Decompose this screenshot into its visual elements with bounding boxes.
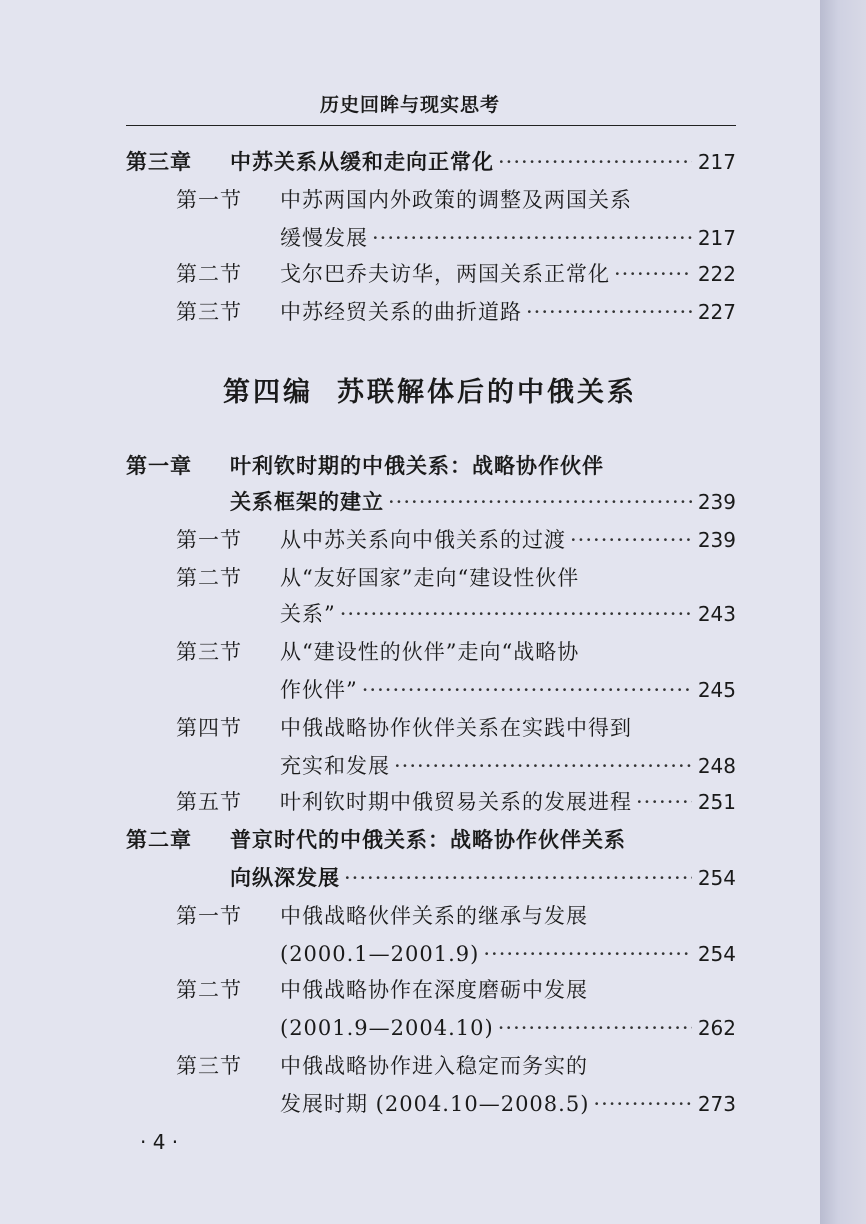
section-title: 叶利钦时期中俄贸易关系的发展进程 xyxy=(280,790,632,814)
dot-leader xyxy=(498,1014,692,1042)
section-title-line: 中俄战略伙伴关系的继承与发展 xyxy=(280,904,588,928)
toc-entry-section[interactable] xyxy=(280,260,736,288)
section-title-line: (2001.9—2004.10) xyxy=(280,1016,494,1040)
page-ref: 254 xyxy=(697,866,736,890)
chapter-label: 第一章 xyxy=(126,453,192,478)
dot-leader xyxy=(388,488,692,516)
page-number: · 4 · xyxy=(140,1130,179,1154)
page-ref: 217 xyxy=(697,150,736,174)
toc-entry-chapter[interactable] xyxy=(230,148,736,176)
part-heading xyxy=(0,370,860,409)
section-title-line: 中俄战略协作伙伴关系在实践中得到 xyxy=(280,716,632,740)
section-label: 第一节 xyxy=(176,188,242,212)
section-label: 第三节 xyxy=(176,300,242,324)
toc-entry-section[interactable] xyxy=(280,788,736,816)
toc-entry-section[interactable] xyxy=(280,1090,736,1118)
chapter-title-line: 关系框架的建立 xyxy=(230,489,384,514)
header-rule xyxy=(126,125,736,126)
section-label: 第一节 xyxy=(176,528,242,552)
section-title-line: 中俄战略协作进入稳定而务实的 xyxy=(280,1054,588,1078)
section-title-line: 关系” xyxy=(280,602,336,626)
section-title-line: 作伙伴” xyxy=(280,678,358,702)
chapter-title: 中苏关系从缓和走向正常化 xyxy=(230,149,494,174)
section-title-line: 发展时期 (2004.10—2008.5) xyxy=(280,1092,590,1116)
section-title-line: 从“友好国家”走向“建设性伙伴 xyxy=(280,566,580,590)
running-header: 历史回眸与现实思考 xyxy=(319,94,500,116)
toc-entry-chapter[interactable] xyxy=(230,488,736,516)
section-label: 第二节 xyxy=(176,978,242,1002)
section-label: 第五节 xyxy=(176,790,242,814)
toc-entry-section[interactable] xyxy=(280,600,736,628)
dot-leader xyxy=(372,224,692,252)
page-ref: 262 xyxy=(697,1016,736,1040)
dot-leader xyxy=(344,864,692,892)
page-ref: 245 xyxy=(697,678,736,702)
page-ref: 251 xyxy=(697,790,736,814)
section-title-line: 缓慢发展 xyxy=(280,226,368,250)
page-ref: 248 xyxy=(697,754,736,778)
dot-leader xyxy=(526,298,692,326)
chapter-title-line: 叶利钦时期的中俄关系：战略协作伙伴 xyxy=(230,453,604,478)
dot-leader xyxy=(340,600,692,628)
toc-entry-section[interactable] xyxy=(280,526,736,554)
section-title-line: 从“建设性的伙伴”走向“战略协 xyxy=(280,640,580,664)
toc-entry-section[interactable] xyxy=(280,752,736,780)
toc-entry-section[interactable] xyxy=(280,298,736,326)
page-ref: 243 xyxy=(697,602,736,626)
section-title: 中苏经贸关系的曲折道路 xyxy=(280,300,522,324)
toc-entry-section[interactable] xyxy=(280,940,736,968)
toc-entry-section[interactable] xyxy=(280,224,736,252)
section-title-line: (2000.1—2001.9) xyxy=(280,942,480,966)
section-label: 第四节 xyxy=(176,716,242,740)
section-label: 第二节 xyxy=(176,262,242,286)
page-ref: 273 xyxy=(697,1092,736,1116)
dot-leader xyxy=(394,752,692,780)
page-ref: 254 xyxy=(697,942,736,966)
dot-leader xyxy=(498,148,692,176)
page-edge-shadow xyxy=(820,0,866,1224)
section-title: 戈尔巴乔夫访华，两国关系正常化 xyxy=(280,262,610,286)
page-ref: 227 xyxy=(697,300,736,324)
page-ref: 239 xyxy=(697,490,736,514)
dot-leader xyxy=(570,526,692,554)
part-title: 苏联解体后的中俄关系 xyxy=(337,377,637,408)
section-title-line: 中苏两国内外政策的调整及两国关系 xyxy=(280,188,632,212)
section-label: 第三节 xyxy=(176,640,242,664)
section-label: 第一节 xyxy=(176,904,242,928)
chapter-title-line: 向纵深发展 xyxy=(230,865,340,890)
section-title-line: 中俄战略协作在深度磨砺中发展 xyxy=(280,978,588,1002)
page-ref: 222 xyxy=(697,262,736,286)
section-title-line: 充实和发展 xyxy=(280,754,390,778)
toc-entry-chapter[interactable] xyxy=(230,864,736,892)
chapter-title-line: 普京时代的中俄关系：战略协作伙伴关系 xyxy=(230,827,626,852)
chapter-label: 第二章 xyxy=(126,827,192,852)
toc-entry-section[interactable] xyxy=(280,1014,736,1042)
page-ref: 239 xyxy=(697,528,736,552)
dot-leader xyxy=(362,676,692,704)
toc-entry-section[interactable] xyxy=(280,676,736,704)
chapter-label: 第三章 xyxy=(126,149,192,174)
section-label: 第二节 xyxy=(176,566,242,590)
dot-leader xyxy=(636,788,692,816)
section-label: 第三节 xyxy=(176,1054,242,1078)
dot-leader xyxy=(483,940,692,968)
dot-leader xyxy=(614,260,692,288)
section-title: 从中苏关系向中俄关系的过渡 xyxy=(280,528,566,552)
part-label: 第四编 xyxy=(223,377,313,408)
dot-leader xyxy=(593,1090,692,1118)
page-ref: 217 xyxy=(697,226,736,250)
